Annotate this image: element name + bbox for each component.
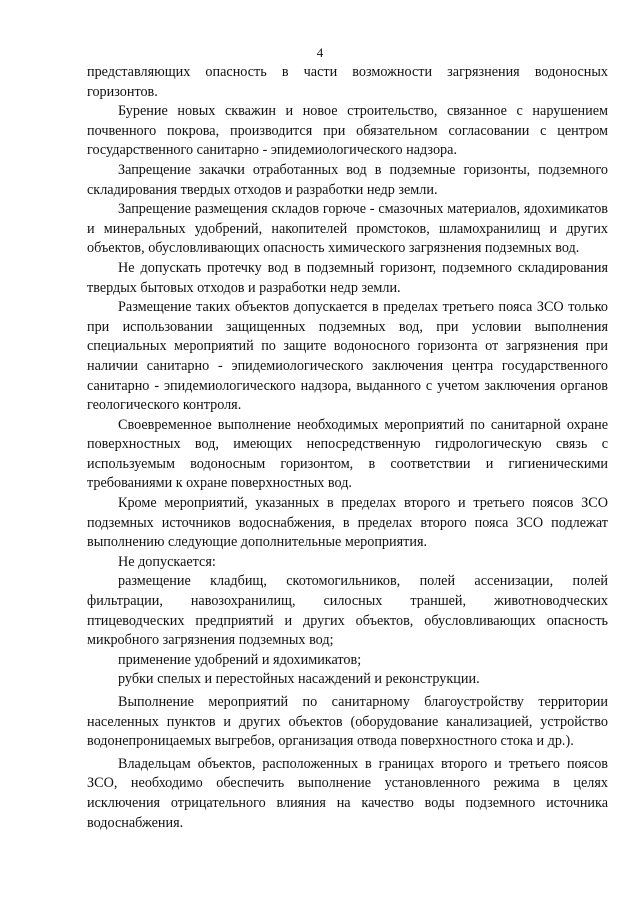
paragraph-6: Размещение таких объектов допускается в пределах третьего пояса ЗСО только при использовании защищенных подземных вод, при условии выполнения специальных мероприятий по защите водоносного горизонта от загрязнения при наличии санитарно - эпидемиологического заключения центра государственного санитарно - эпидемиологического надзора, выданного с учетом заключения органов геологического контроля. (87, 299, 608, 414)
paragraph-9: Не допускается: (118, 553, 216, 570)
paragraph-4: Запрещение размещения складов горюче - смазочных материалов, ядохимикатов и минеральных удобрений, накопителей промстоков, шламохранилищ и других объектов, обусловливающих опасность химического загрязнения подземных вод. (87, 201, 608, 257)
paragraph-1: представляющих опасность в части возможности загрязнения водоносных горизонтов. (87, 64, 608, 100)
paragraph-8: Кроме мероприятий, указанных в пределах второго и третьего поясов ЗСО подземных источников водоснабжения, в пределах второго пояса ЗСО подлежат выполнению следующие дополнительные мероприятия. (87, 495, 608, 551)
paragraph-10: размещение кладбищ, скотомогильников, полей ассенизации, полей фильтрации, навозохранилищ, силосных траншей, животноводческих птицеводческих предприятий и других объектов, обусловливающих опасность микробного загрязнения подземных вод; (87, 573, 608, 649)
paragraph-2: Бурение новых скважин и новое строительство, связанное с нарушением почвенного покрова, производится при обязательном согласовании с центром государственного санитарно - эпидемиологического надзора. (87, 103, 608, 159)
paragraph-3: Запрещение закачки отработанных вод в подземные горизонты, подземного складирования твердых отходов и разработки недр земли. (87, 161, 608, 198)
paragraph-12: рубки спелых и перестойных насаждений и реконструкции. (118, 671, 480, 688)
page-number: 4 (316, 45, 324, 60)
paragraph-5: Не допускать протечку вод в подземный горизонт, подземного складирования твердых бытовых отходов и разработки недр земли. (87, 259, 608, 296)
paragraph-7: Своевременное выполнение необходимых мероприятий по санитарной охране поверхностных вод, имеющих непосредственную гидрологическую связь с используемым водоносным горизонтом, в соответствии и гигиеническими требованиями к охране поверхностных вод. (87, 416, 608, 492)
paragraph-11: применение удобрений и ядохимикатов; (118, 651, 362, 668)
paragraph-14: Владельцам объектов, расположенных в границах второго и третьего поясов ЗСО, необходимо обеспечить выполнение установленного режима в целях исключения отрицательного влияния на качество воды подземного источника водоснабжения. (87, 755, 608, 831)
document-body (87, 63, 608, 833)
paragraph-13: Выполнение мероприятий по санитарному благоустройству территории населенных пунктов и других объектов (оборудование канализацией, устройство водонепроницаемых выгребов, организация отвода поверхностного стока и др.). (87, 694, 608, 750)
